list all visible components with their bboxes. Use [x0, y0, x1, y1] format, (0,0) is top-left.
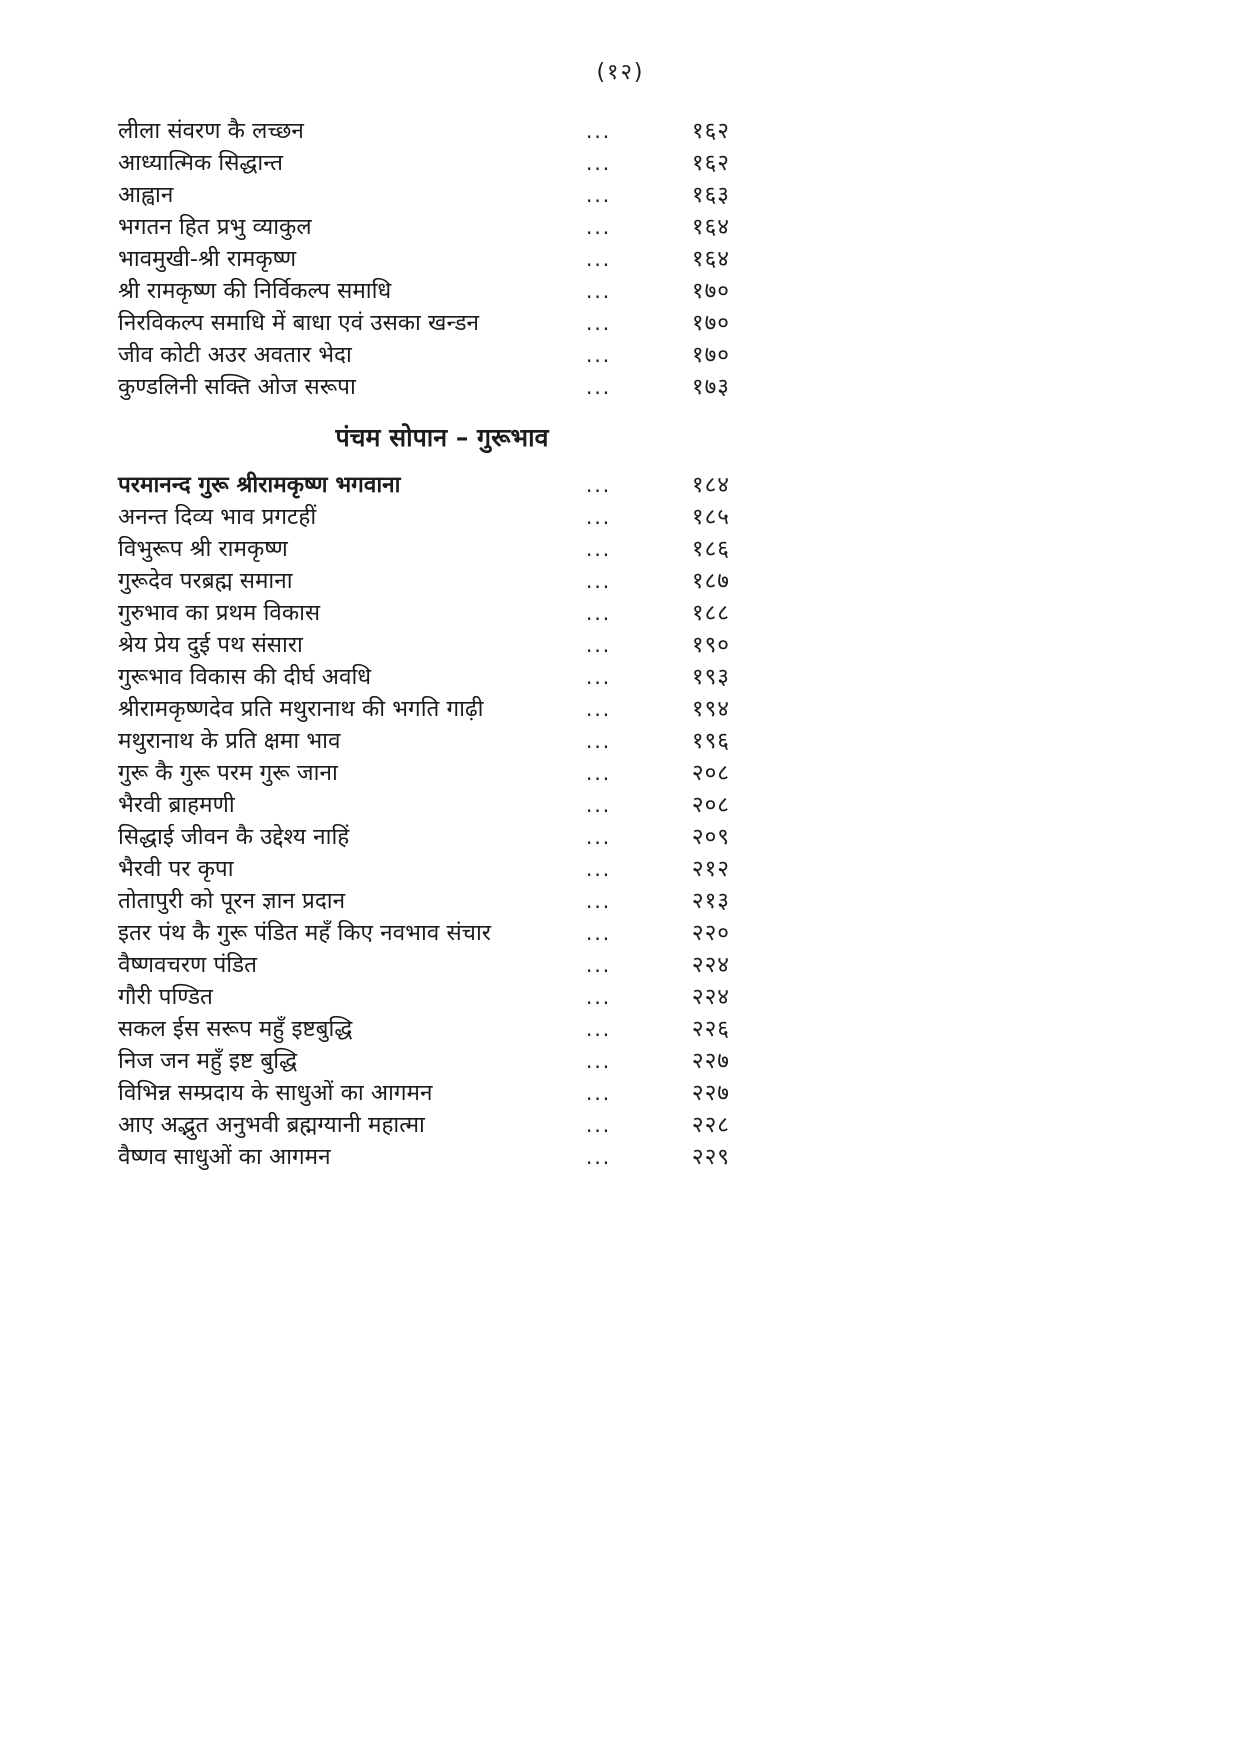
entry-title: गुरूदेव परब्रह्म समाना — [118, 568, 293, 594]
entry-page-number: २२९ — [691, 1144, 730, 1170]
entry-page-number: २०८ — [691, 792, 730, 818]
toc-entry — [118, 306, 730, 338]
entry-page-number: २२८ — [691, 1112, 730, 1138]
entry-page-number: २२७ — [691, 1048, 730, 1074]
entry-title: परमानन्द गुरू श्रीरामकृष्ण भगवाना — [118, 472, 401, 498]
entry-title: भगतन हित प्रभु व्याकुल — [118, 214, 312, 240]
dots-leader: ... — [586, 633, 612, 657]
dots-leader: ... — [586, 729, 612, 753]
entry-title: आह्वान — [118, 182, 174, 208]
section-header: पंचम सोपान – गुरूभाव — [335, 423, 549, 452]
entry-page-number: २२६ — [691, 1016, 730, 1042]
entry-page-number: १६४ — [691, 214, 730, 240]
toc-entry — [118, 628, 730, 660]
dots-leader: ... — [586, 1113, 612, 1137]
toc-entry — [118, 948, 730, 980]
toc-entry — [118, 178, 730, 210]
toc-entry — [118, 788, 730, 820]
entry-page-number: २२४ — [691, 952, 730, 978]
entry-title: आध्यात्मिक सिद्धान्त — [118, 150, 283, 176]
dots-leader: ... — [586, 183, 612, 207]
toc-entry — [118, 146, 730, 178]
dots-leader: ... — [586, 761, 612, 785]
entry-page-number: २२४ — [691, 984, 730, 1010]
entry-title: गुरू कै गुरू परम गुरू जाना — [118, 760, 338, 786]
toc-entry — [118, 1108, 730, 1140]
toc-entry — [118, 756, 730, 788]
entry-title: वैष्णवचरण पंडित — [118, 952, 257, 978]
dots-leader: ... — [586, 569, 612, 593]
dots-leader: ... — [586, 985, 612, 1009]
dots-leader: ... — [586, 793, 612, 817]
toc-entry — [118, 916, 730, 948]
entry-page-number: २०८ — [691, 760, 730, 786]
dots-leader: ... — [586, 473, 612, 497]
dots-leader: ... — [586, 857, 612, 881]
entry-title: गुरुभाव का प्रथम विकास — [118, 600, 321, 626]
entry-page-number: १६२ — [691, 118, 730, 144]
toc-entry — [118, 820, 730, 852]
toc-entry — [118, 596, 730, 628]
toc-entry — [118, 980, 730, 1012]
toc-entry — [118, 1012, 730, 1044]
toc-entry — [118, 370, 730, 402]
entry-title: गौरी पण्डित — [118, 984, 213, 1010]
entry-title: भैरवी पर कृपा — [118, 856, 234, 882]
entry-page-number: १८७ — [691, 568, 730, 594]
entry-title: सकल ईस सरूप महुँ इष्टबुद्धि — [118, 1016, 353, 1042]
toc-entry — [118, 468, 730, 500]
dots-leader: ... — [586, 343, 612, 367]
dots-leader: ... — [586, 665, 612, 689]
entry-title: भैरवी ब्राहमणी — [118, 792, 235, 818]
entry-page-number: २१२ — [691, 856, 730, 882]
toc-entry — [118, 1140, 730, 1172]
entry-page-number: १६२ — [691, 150, 730, 176]
entry-page-number: १६४ — [691, 246, 730, 272]
dots-leader: ... — [586, 953, 612, 977]
toc-entry — [118, 500, 730, 532]
toc-entry — [118, 274, 730, 306]
dots-leader: ... — [586, 247, 612, 271]
entry-page-number: १७३ — [691, 374, 730, 400]
entry-page-number: १९४ — [691, 696, 730, 722]
dots-leader: ... — [586, 537, 612, 561]
dots-leader: ... — [586, 279, 612, 303]
dots-leader: ... — [586, 1145, 612, 1169]
dots-leader: ... — [586, 1081, 612, 1105]
entry-title: कुण्डलिनी सक्ति ओज सरूपा — [118, 374, 356, 400]
entry-title: भावमुखी-श्री रामकृष्ण — [118, 246, 297, 272]
entry-page-number: १७० — [691, 278, 730, 304]
dots-leader: ... — [586, 505, 612, 529]
toc-entry — [118, 338, 730, 370]
entry-title: गुरूभाव विकास की दीर्घ अवधि — [118, 664, 372, 690]
entry-page-number: १८५ — [691, 504, 730, 530]
dots-leader: ... — [586, 697, 612, 721]
entry-title: लीला संवरण कै लच्छन — [118, 118, 304, 144]
toc-entry — [118, 564, 730, 596]
entry-title: श्रीरामकृष्णदेव प्रति मथुरानाथ की भगति गाढ़ी — [118, 696, 484, 722]
dots-leader: ... — [586, 311, 612, 335]
entry-page-number: २०९ — [691, 824, 730, 850]
entry-title: तोतापुरी को पूरन ज्ञान प्रदान — [118, 888, 346, 914]
entry-page-number: १७० — [691, 342, 730, 368]
page-folio-number: (१२) — [596, 60, 645, 85]
dots-leader: ... — [586, 119, 612, 143]
toc-entry — [118, 1044, 730, 1076]
toc-entry — [118, 660, 730, 692]
entry-title: इतर पंथ कै गुरू पंडित महँ किए नवभाव संचार — [118, 920, 491, 946]
entry-page-number: २२० — [691, 920, 730, 946]
entry-title: अनन्त दिव्य भाव प्रगटहीं — [118, 504, 317, 530]
entry-page-number: १६३ — [691, 182, 730, 208]
dots-leader: ... — [586, 889, 612, 913]
entry-page-number: १८६ — [691, 536, 730, 562]
toc-entry — [118, 884, 730, 916]
entry-page-number: १९० — [691, 632, 730, 658]
toc-entry — [118, 852, 730, 884]
entry-title: जीव कोटी अउर अवतार भेदा — [118, 342, 352, 368]
dots-leader: ... — [586, 215, 612, 239]
entry-title: निज जन महुँ इष्ट बुद्धि — [118, 1048, 298, 1074]
entry-title: श्रेय प्रेय दुई पथ संसारा — [118, 632, 303, 658]
entry-title: विभुरूप श्री रामकृष्ण — [118, 536, 288, 562]
toc-entry — [118, 692, 730, 724]
entry-page-number: १९३ — [691, 664, 730, 690]
entry-page-number: १७० — [691, 310, 730, 336]
dots-leader: ... — [586, 1017, 612, 1041]
entry-title: विभिन्न सम्प्रदाय के साधुओं का आगमन — [118, 1080, 433, 1106]
dots-leader: ... — [586, 921, 612, 945]
toc-entry — [118, 724, 730, 756]
entry-page-number: २१३ — [691, 888, 730, 914]
dots-leader: ... — [586, 151, 612, 175]
entry-page-number: २२७ — [691, 1080, 730, 1106]
entry-title: निरविकल्प समाधि में बाधा एवं उसका खन्डन — [118, 310, 480, 336]
entry-title: सिद्धाई जीवन कै उद्देश्य नाहिं — [118, 824, 350, 850]
entry-page-number: १८४ — [691, 472, 730, 498]
entry-title: मथुरानाथ के प्रति क्षमा भाव — [118, 728, 341, 754]
dots-leader: ... — [586, 601, 612, 625]
table-of-contents — [118, 114, 730, 1172]
dots-leader: ... — [586, 825, 612, 849]
entry-title: वैष्णव साधुओं का आगमन — [118, 1144, 331, 1170]
entry-title: श्री रामकृष्ण की निर्विकल्प समाधि — [118, 278, 392, 304]
dots-leader: ... — [586, 375, 612, 399]
toc-entry — [118, 532, 730, 564]
entry-page-number: १८८ — [691, 600, 730, 626]
entry-page-number: १९६ — [691, 728, 730, 754]
toc-entry — [118, 114, 730, 146]
dots-leader: ... — [586, 1049, 612, 1073]
toc-entry — [118, 1076, 730, 1108]
toc-entry — [118, 242, 730, 274]
entry-title: आए अद्भुत अनुभवी ब्रह्मग्यानी महात्मा — [118, 1112, 425, 1138]
toc-entry — [118, 210, 730, 242]
